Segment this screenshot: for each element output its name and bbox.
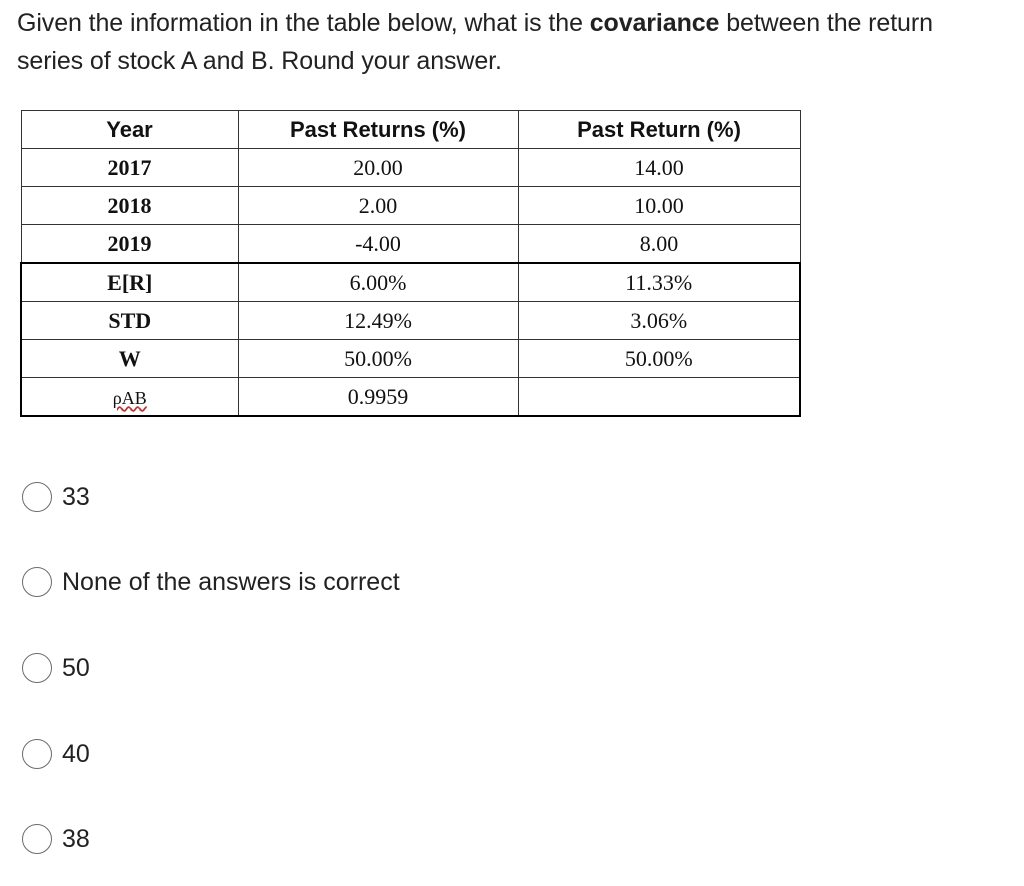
- radio-circle-icon[interactable]: [22, 653, 52, 683]
- cell-a: -4.00: [238, 225, 518, 264]
- returns-table: [20, 110, 801, 417]
- table-row: [21, 378, 800, 417]
- row-label: 2017: [21, 149, 238, 187]
- row-label: [21, 378, 238, 417]
- cell-b: 50.00%: [518, 340, 800, 378]
- header-stock-a: Past Returns (%): [238, 111, 518, 149]
- cell-b: 14.00: [518, 149, 800, 187]
- cell-a: 6.00%: [238, 263, 518, 302]
- option-label: 38: [62, 824, 90, 853]
- table-row: [21, 149, 800, 187]
- table-row: [21, 225, 800, 264]
- row-label: 2018: [21, 187, 238, 225]
- header-year: Year: [21, 111, 238, 149]
- table-row: [21, 302, 800, 340]
- cell-a: 50.00%: [238, 340, 518, 378]
- radio-circle-icon[interactable]: [22, 824, 52, 854]
- table-row: [21, 263, 800, 302]
- row-label: E[R]: [21, 263, 238, 302]
- rho-ab-label: ρAB: [112, 387, 147, 408]
- radio-circle-icon[interactable]: [22, 482, 52, 512]
- option-33[interactable]: [22, 482, 90, 512]
- question-suffix: between the return: [719, 9, 933, 37]
- radio-circle-icon[interactable]: [22, 567, 52, 597]
- row-label: 2019: [21, 225, 238, 264]
- question-text: [17, 4, 1017, 80]
- cell-a: 20.00: [238, 149, 518, 187]
- option-38[interactable]: [22, 824, 90, 854]
- radio-circle-icon[interactable]: [22, 739, 52, 769]
- cell-b: [518, 378, 800, 417]
- option-label: 50: [62, 653, 90, 682]
- cell-a: 2.00: [238, 187, 518, 225]
- option-label: None of the answers is correct: [62, 567, 400, 596]
- option-label: 33: [62, 482, 90, 511]
- cell-b: 3.06%: [518, 302, 800, 340]
- option-40[interactable]: [22, 739, 90, 769]
- row-label: STD: [21, 302, 238, 340]
- cell-b: 11.33%: [518, 263, 800, 302]
- cell-b: 10.00: [518, 187, 800, 225]
- option-label: 40: [62, 739, 90, 768]
- option-none-correct[interactable]: [22, 567, 400, 597]
- question-line2: series of stock A and B. Round your answer.: [17, 47, 502, 75]
- table-header-row: [21, 111, 800, 149]
- cell-a: 0.9959: [238, 378, 518, 417]
- table-row: [21, 187, 800, 225]
- table-row: [21, 340, 800, 378]
- header-stock-b: Past Return (%): [518, 111, 800, 149]
- cell-b: 8.00: [518, 225, 800, 264]
- cell-a: 12.49%: [238, 302, 518, 340]
- option-50[interactable]: [22, 653, 90, 683]
- row-label: W: [21, 340, 238, 378]
- question-prefix: Given the information in the table below, what is the: [17, 9, 590, 37]
- question-bold-term: covariance: [589, 9, 720, 37]
